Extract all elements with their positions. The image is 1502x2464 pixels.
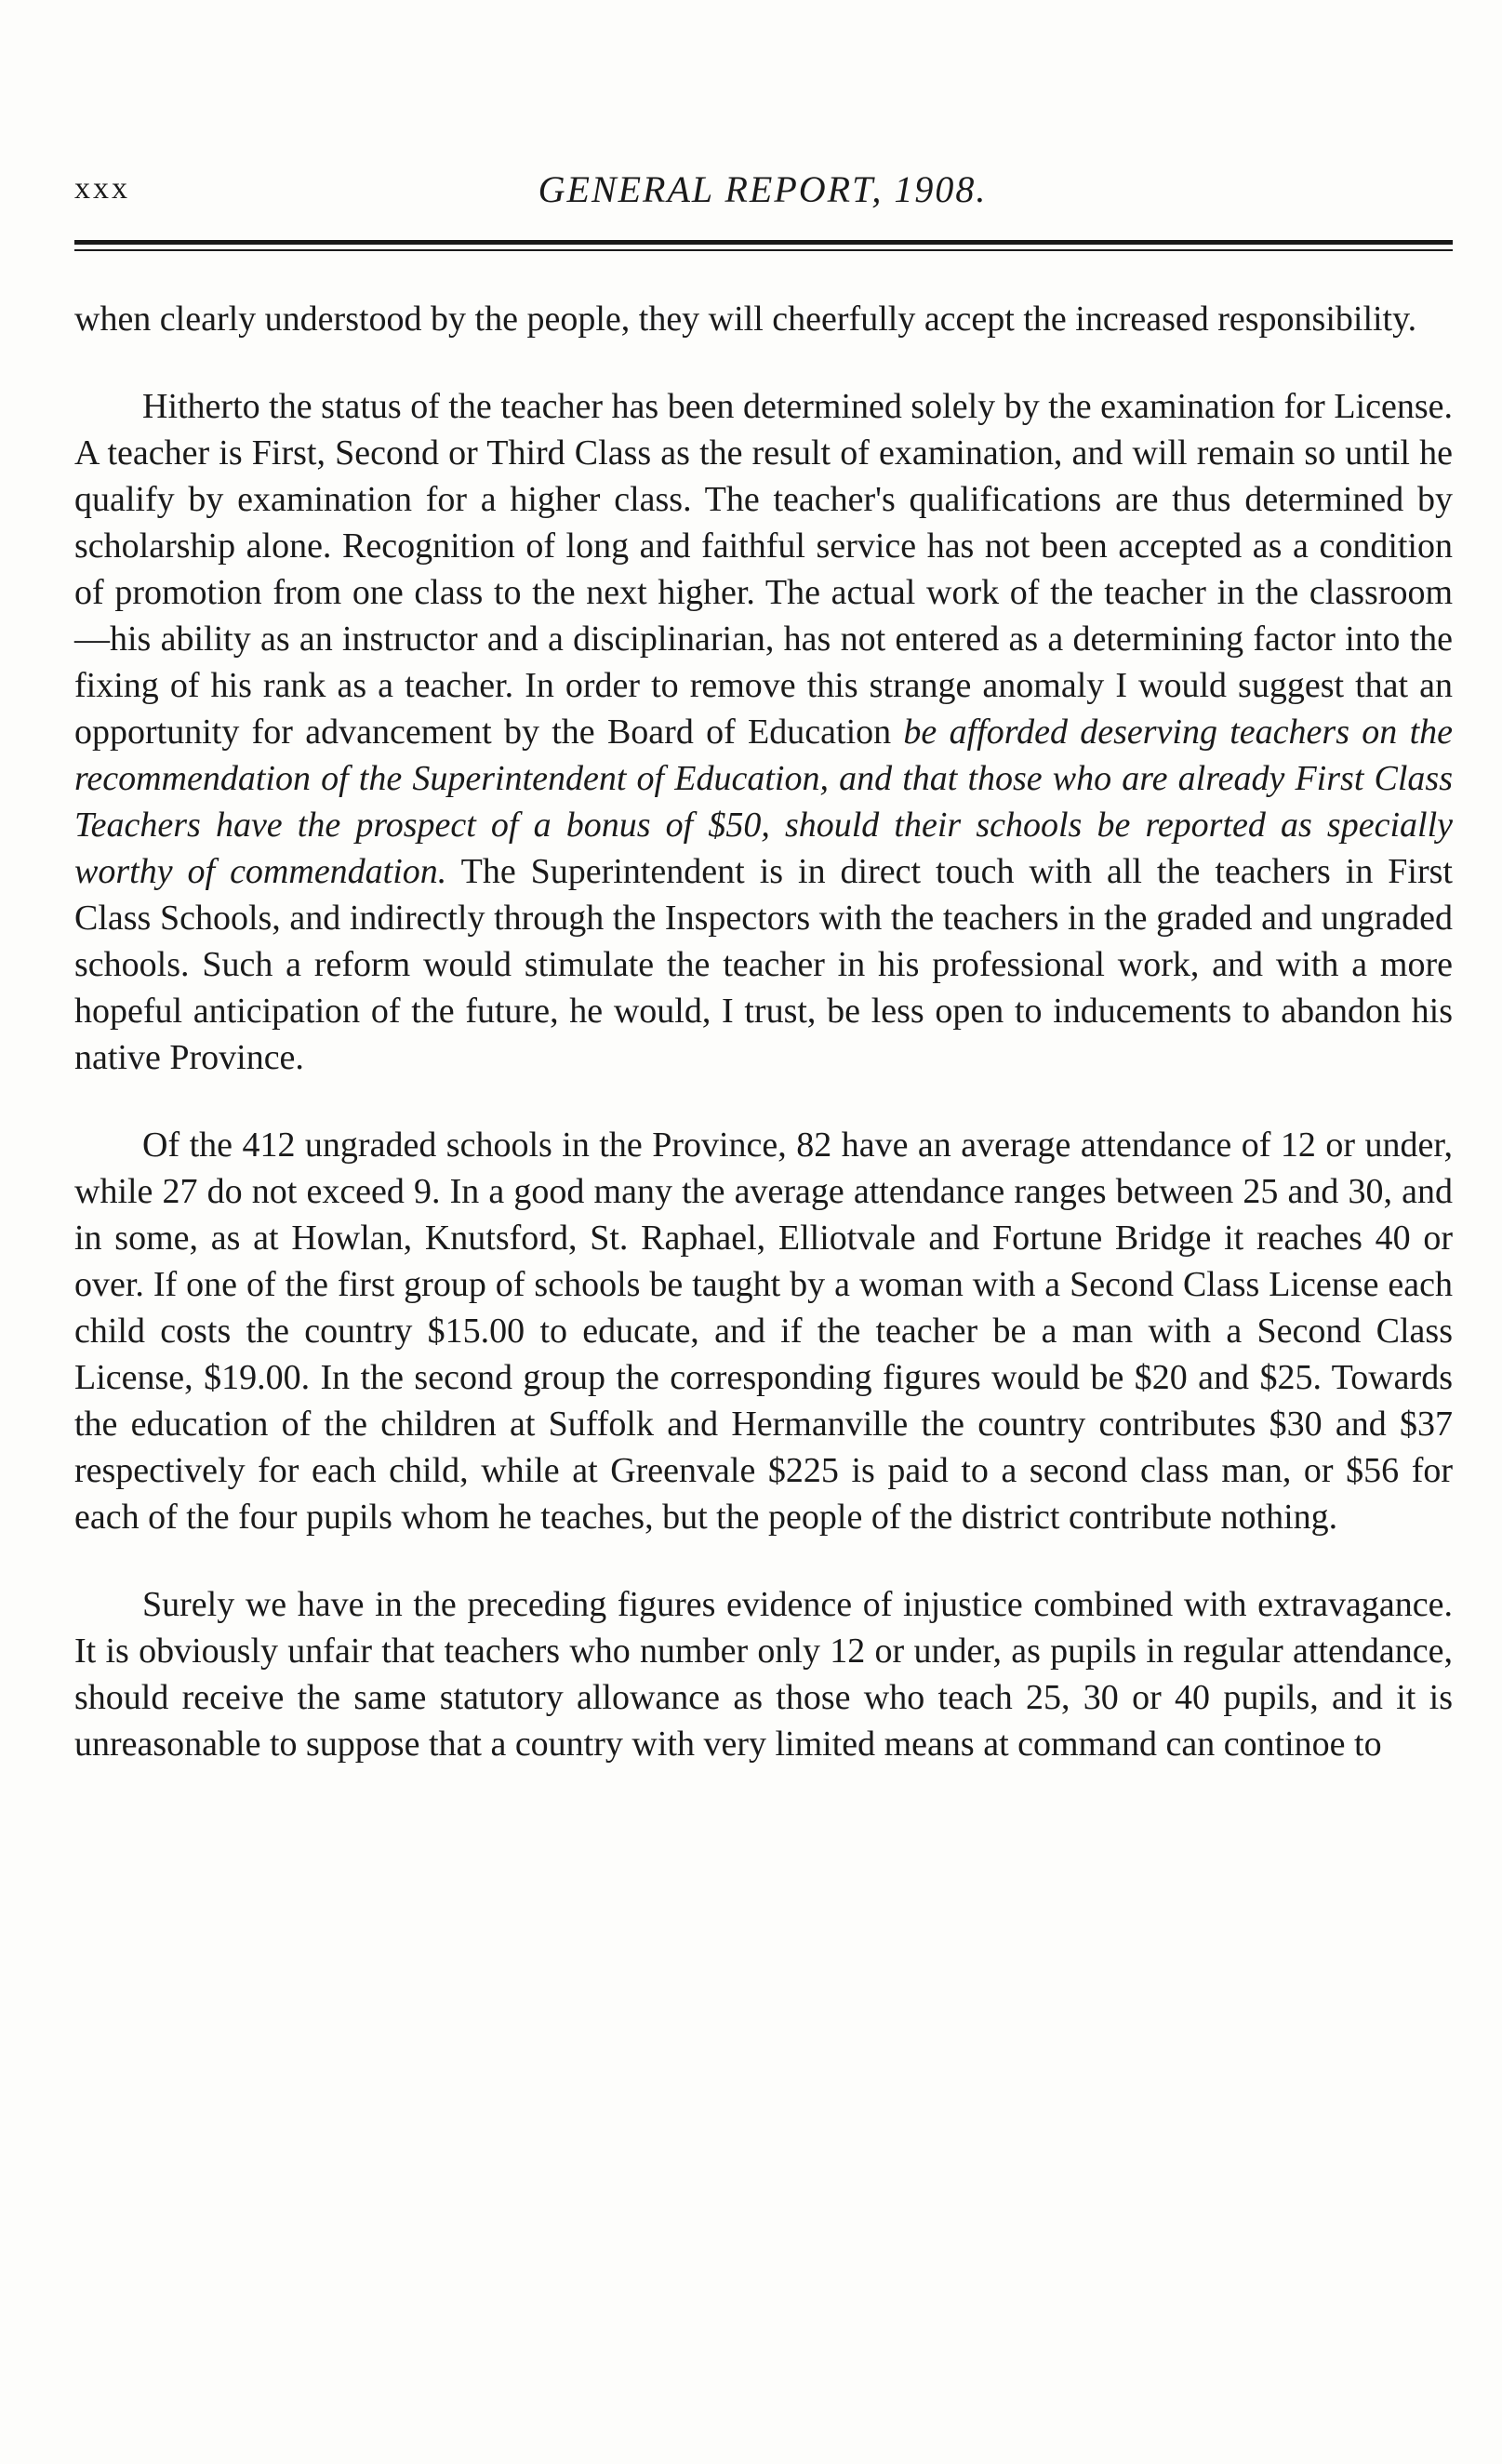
paragraph-continuation: when clearly understood by the people, they will cheerfully accept the increased responsibility. (74, 300, 1417, 339)
page-number: xxx (74, 171, 130, 206)
header-rule-thick (74, 240, 1453, 245)
body-text (74, 296, 1453, 1808)
running-title: GENERAL REPORT, 1908. (538, 168, 988, 210)
header-rule-thin (74, 249, 1453, 251)
italic-recommendation: be afforded deserving teachers on the recommendation of the Superintendent of Education, and that those who are already First Class Teachers have the prospect of a bonus of $50, should their schools be reported as specially worthy of commendation. (74, 713, 1453, 891)
paragraph-teacher-status (74, 383, 1453, 1081)
paragraph-text: Hitherto the status of the teacher has been determined solely by the examination for License. A teacher is First, Second or Third Class as the result of examination, and will remain so until he qualify by examination for a higher class. The teacher's qualifications are thus determined by scholarship alone. Recognition of long and faithful service has not been accepted as a condition of promotion from one class to the next higher. The actual work of the teacher in the classroom—his ability as an instructor and a disciplinarian, has not entered as a determining factor into the fixing of his rank as a teacher. In order to remove this strange anomaly I would suggest that an opportunity for advancement by the Board of Education (74, 387, 1453, 752)
paragraph-injustice: Surely we have in the preceding figures evidence of injustice combined with extravagance. It is obviously unfair that teachers who number only 12 or under, as pupils in regular attendance, should receive the same statutory allowance as those who teach 25, 30 or 40 pupils, and it is unreasonable to suppose that a country with very limited means at command can continoe to (74, 1585, 1453, 1764)
page-header (74, 167, 1451, 223)
paragraph-ungraded-schools: Of the 412 ungraded schools in the Province, 82 have an average attendance of 12 or under, while 27 do not exceed 9. In a good many the average attendance ranges between 25 and 30, and in some, as at Howlan, Knutsford, St. Raphael, Elliotvale and Fortune Bridge it reaches 40 or over. If one of the first group of schools be taught by a woman with a Second Class License each child costs the country $15.00 to educate, and if the teacher be a man with a Second Class License, $19.00. In the second group the corresponding figures would be $20 and $25. Towards the education of the children at Suffolk and Hermanville the country contributes $30 and $37 respectively for each child, while at Greenvale $225 is paid to a second class man, or $56 for each of the four pupils whom he teaches, but the people of the district contribute nothing. (74, 1125, 1453, 1537)
paragraph-text: The Superintendent is in direct touch with all the teachers in First Class Schools, and indirectly through the Inspectors with the teachers in the graded and ungraded schools. Such a reform would stimulate the teacher in his professional work, and with a more hopeful anticipation of the future, he would, I trust, be less open to inducements to abandon his native Province. (74, 852, 1453, 1077)
